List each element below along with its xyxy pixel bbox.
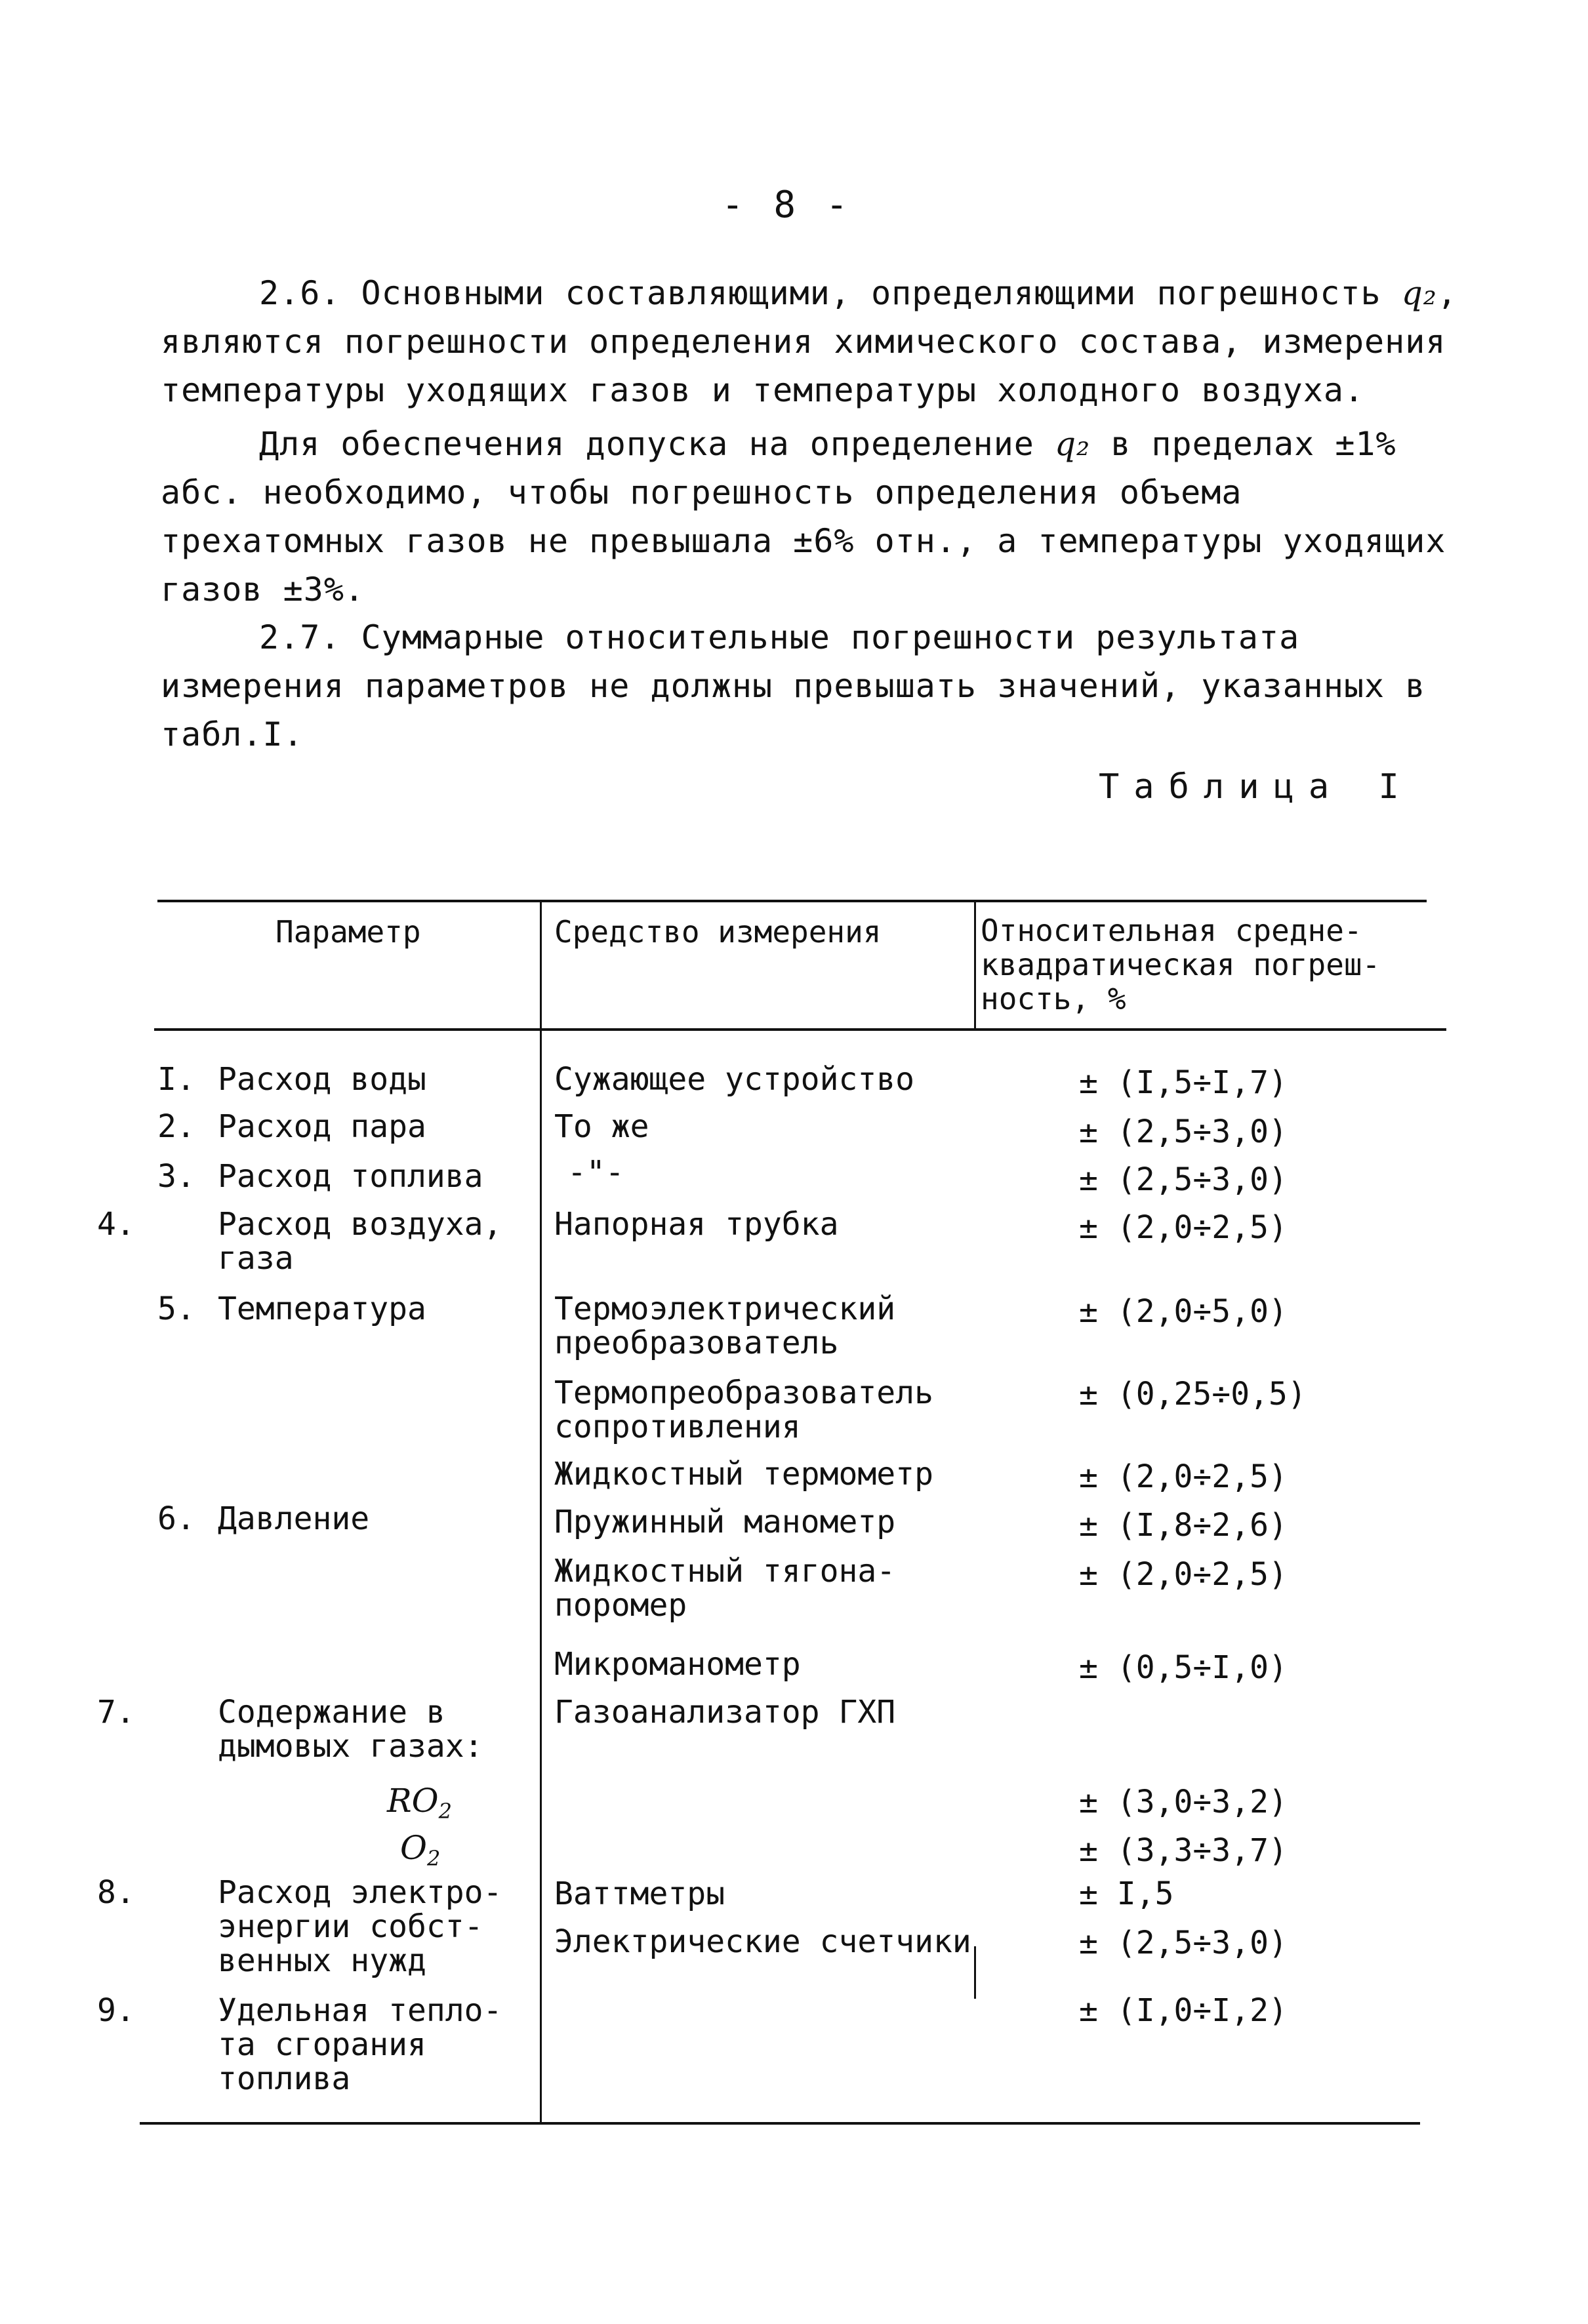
table-header-rule <box>154 1028 1446 1031</box>
measuring-means: Термопреобразователь сопротивления <box>554 1374 933 1445</box>
ro2-label: $RO_2$ <box>387 1782 452 1824</box>
relative-error: ± (2,5÷3,0) <box>1079 1925 1288 1961</box>
table-row-param <box>157 1110 538 1144</box>
header-relative-error: Относительная средне-квадратическая погреш-ность, % <box>981 913 1381 1016</box>
column-divider-2 <box>974 900 976 1028</box>
table-row-param <box>97 1874 533 1979</box>
measuring-means: Жидкостный тягона-поромер <box>554 1553 896 1624</box>
measuring-means: Ваттметры <box>554 1875 725 1912</box>
relative-error: ± (3,3÷3,7) <box>1079 1832 1288 1869</box>
table-row-param <box>157 1502 538 1536</box>
row-number: 3. <box>157 1158 195 1195</box>
row-number: 8. <box>97 1874 135 1911</box>
paragraph-tolerance-end: в пределах ±1% абс. необходимо, чтобы погрешность определения объема трехатомных газов не превышала ±6% отн., а температуры уходящих газов ±3%. <box>161 425 1446 609</box>
relative-error: ± (2,5÷3,0) <box>1079 1161 1288 1198</box>
paragraph-2-6 <box>161 269 1466 414</box>
row-number: 6. <box>157 1500 195 1537</box>
param-name: Удельная тепло-та сгорания топлива <box>218 1992 502 2097</box>
header-measuring-means: Средство измерения <box>554 914 882 950</box>
symbol-q2: q₂ <box>1401 274 1437 312</box>
row-number: 7. <box>97 1694 135 1731</box>
param-name: Расход топлива <box>218 1158 483 1195</box>
relative-error: ± (0,25÷0,5) <box>1079 1376 1307 1412</box>
measuring-means: Электрические счетчики <box>554 1923 971 1960</box>
row-number: 9. <box>97 1992 135 2029</box>
paragraph-2-6-start: 2.6. Основными составляющими, определяющими погрешность <box>259 274 1381 312</box>
paragraph-2-6-end: , являются погрешности определения химического состава, измерения температуры уходящих газов и температуры холодного воздуха. <box>161 274 1457 409</box>
column-divider-1 <box>540 900 542 2123</box>
measuring-means: -"- <box>567 1154 624 1191</box>
row-number: 4. <box>97 1206 135 1243</box>
measuring-means: Микроманометр <box>554 1646 801 1683</box>
table-title: Таблица I <box>1099 767 1414 807</box>
param-name: Расход пара <box>218 1108 426 1145</box>
paragraph-tolerance <box>161 420 1466 614</box>
relative-error: ± (I,0÷I,2) <box>1079 1992 1288 2029</box>
param-name: Расход электро-энергии собст-венных нужд <box>218 1874 502 1979</box>
page-number: - 8 - <box>722 184 852 226</box>
table-row-param <box>157 1159 538 1193</box>
paragraph-2-7 <box>161 613 1466 759</box>
o2-label: $O_2$ <box>400 1829 441 1871</box>
relative-error: ± (I,8÷2,6) <box>1079 1507 1288 1544</box>
paragraph-tolerance-start: Для обеспечения допуска на определение <box>259 425 1034 463</box>
param-name: Расход воздуха, газа <box>218 1206 502 1277</box>
row-number: I. <box>157 1061 195 1098</box>
measuring-means: Жидкостный термометр <box>554 1456 933 1493</box>
relative-error: ± (0,5÷I,0) <box>1079 1649 1288 1686</box>
symbol-q2: q₂ <box>1055 425 1091 463</box>
table-row-param <box>157 1292 538 1326</box>
relative-error: ± (2,0÷2,5) <box>1079 1556 1288 1593</box>
header-parameter: Параметр <box>275 914 421 950</box>
relative-error: ± (3,0÷3,2) <box>1079 1784 1288 1820</box>
table-bottom-rule <box>140 2122 1420 2125</box>
relative-error: ± (2,5÷3,0) <box>1079 1113 1288 1150</box>
table-row-param <box>97 1992 526 2097</box>
param-name: Температура <box>218 1291 426 1327</box>
measuring-means: Сужающее устройство <box>554 1061 915 1098</box>
relative-error: ± (2,0÷2,5) <box>1079 1209 1288 1246</box>
measuring-means: Газоанализатор ГХП <box>554 1694 896 1731</box>
table-row-param <box>97 1694 519 1765</box>
param-name: Расход воды <box>218 1061 426 1098</box>
relative-error: ± (I,5÷I,7) <box>1079 1064 1288 1101</box>
measuring-means: Напорная трубка <box>554 1206 839 1243</box>
relative-error: ± (2,0÷5,0) <box>1079 1293 1288 1330</box>
table-top-rule <box>157 900 1427 902</box>
measuring-means: Термоэлектрический преобразователь <box>554 1291 896 1361</box>
relative-error: ± (2,0÷2,5) <box>1079 1458 1288 1495</box>
measuring-means: Пружинный манометр <box>554 1504 896 1540</box>
table-row-param <box>157 1062 538 1096</box>
table-row-param <box>97 1206 546 1277</box>
param-name: Содержание в дымовых газах: <box>218 1694 483 1765</box>
row-number: 2. <box>157 1108 195 1145</box>
row-number: 5. <box>157 1291 195 1327</box>
relative-error: ± I,5 <box>1079 1875 1174 1912</box>
paragraph-2-7-text: 2.7. Суммарные относительные погрешности результата измерения параметров не должны превышать значений, указанных в табл.I. <box>161 618 1426 753</box>
measuring-means: То же <box>554 1108 649 1145</box>
param-name: Давление <box>218 1500 370 1537</box>
